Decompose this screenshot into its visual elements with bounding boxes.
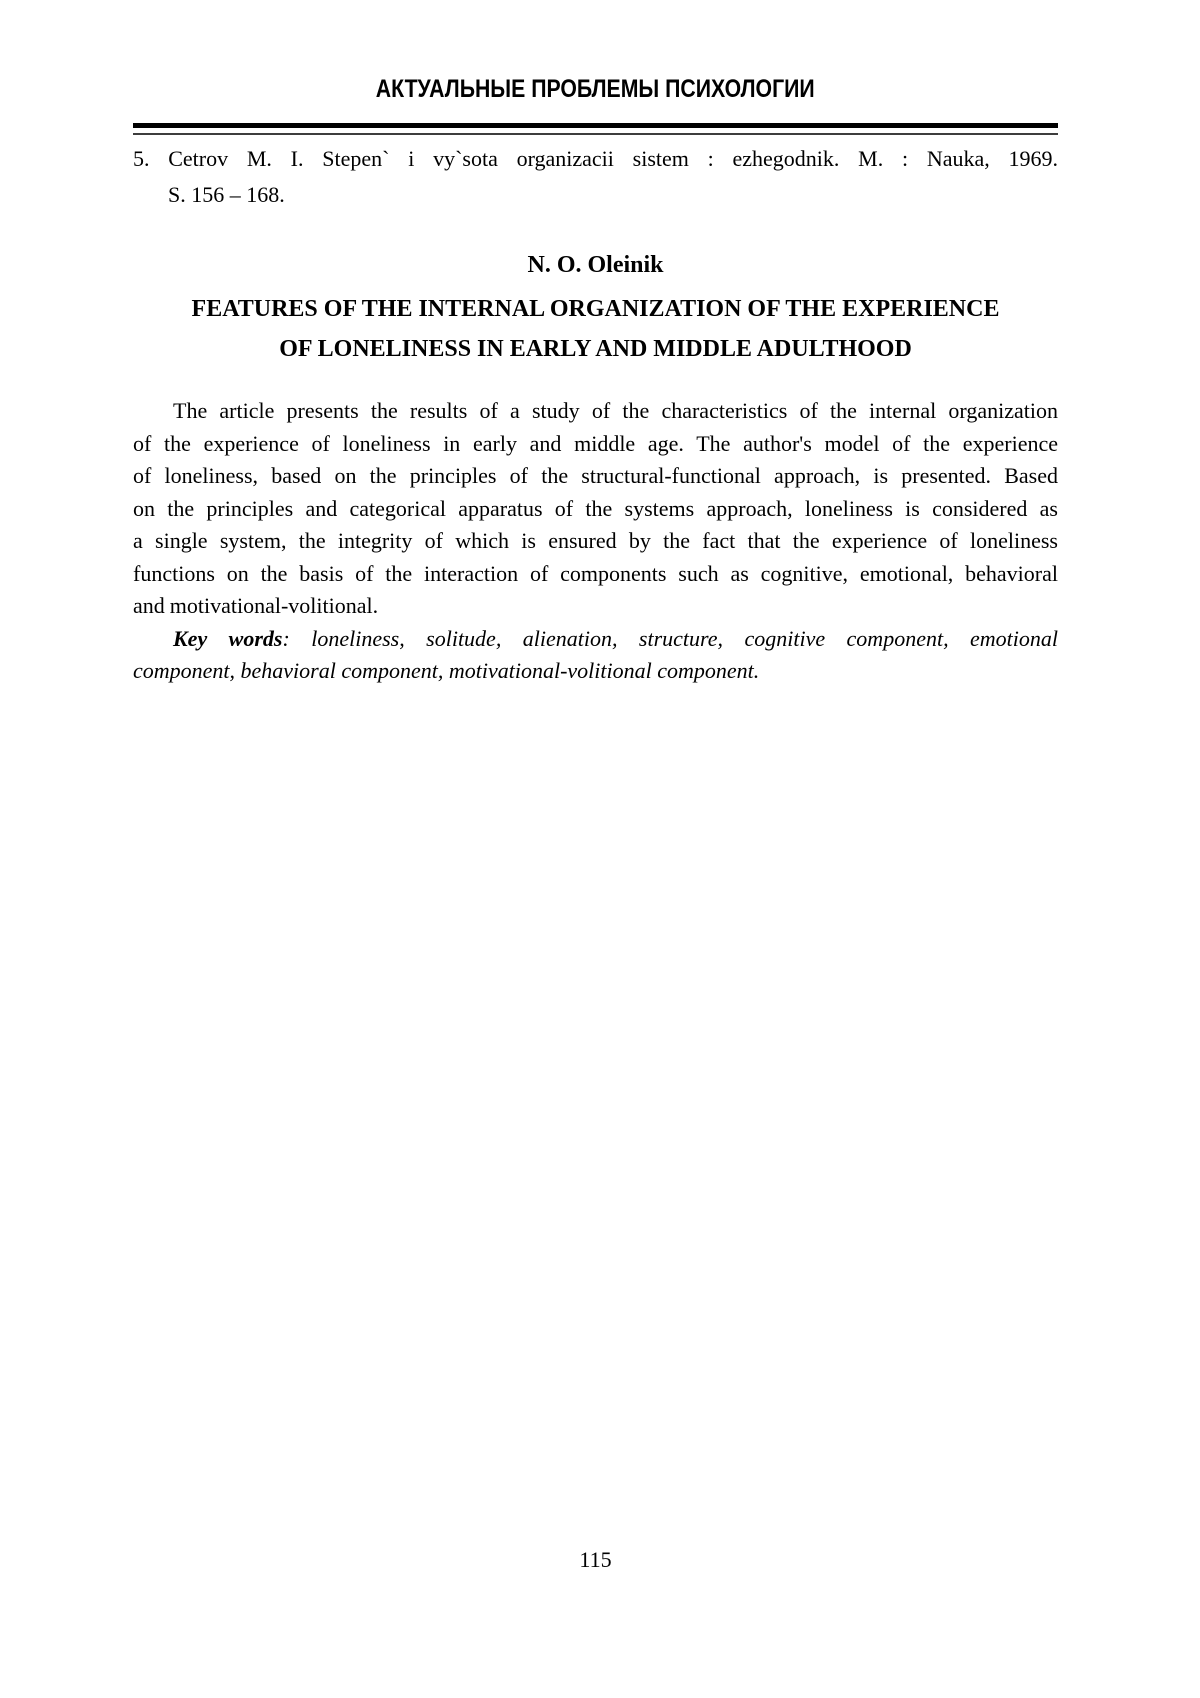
- abstract-line: of loneliness, based on the principles of the structural-functional approach, is presented. Based: [133, 463, 1058, 488]
- article-title: [133, 289, 1058, 369]
- abstract-line: on the principles and categorical apparatus of the systems approach, loneliness is considered as: [133, 495, 1058, 521]
- abstract-line: and motivational-volitional.: [133, 593, 379, 618]
- reference-entry: [133, 141, 1058, 213]
- abstract-line: of the experience of loneliness in early and middle age. The author's model of the experience: [133, 430, 1058, 456]
- header-rule-thin: [133, 133, 1058, 135]
- keywords-label: Key words: [173, 625, 283, 651]
- abstract: [133, 395, 1058, 623]
- abstract-line: functions on the basis of the interaction of components such as cognitive, emotional, behavioral: [133, 560, 1058, 586]
- page-content: [133, 74, 1058, 688]
- header-rule-thick: [133, 123, 1058, 128]
- abstract-line: The article presents the results of a study of the characteristics of the internal organization: [173, 398, 1058, 423]
- page-number: 115: [579, 1547, 612, 1572]
- reference-line-2: S. 156 – 168.: [168, 182, 285, 207]
- reference-line-1: 5. Cetrov M. I. Stepen` i vy`sota organizacii sistem : ezhegodnik. M. : Nauka, 1969.: [133, 146, 1058, 171]
- abstract-line: a single system, the integrity of which is ensured by the fact that the experience of loneliness: [133, 528, 1058, 553]
- keywords-line-1: [133, 623, 1058, 656]
- keywords-line-1-text: : loneliness, solitude, alienation, structure, cognitive component, emotional: [282, 625, 1059, 651]
- running-head: [133, 74, 1058, 104]
- running-head-text: АКТУАЛЬНЫЕ ПРОБЛЕМЫ ПСИХОЛОГИИ: [376, 75, 815, 103]
- title-line-2: OF LONELINESS IN EARLY AND MIDDLE ADULTHOOD: [279, 336, 912, 362]
- author-name: N. O. Oleinik: [527, 252, 664, 278]
- keywords: [133, 623, 1058, 688]
- title-line-1: FEATURES OF THE INTERNAL ORGANIZATION OF THE EXPERIENCE: [191, 296, 1000, 322]
- keywords-line-2: component, behavioral component, motivational-volitional component.: [133, 658, 760, 683]
